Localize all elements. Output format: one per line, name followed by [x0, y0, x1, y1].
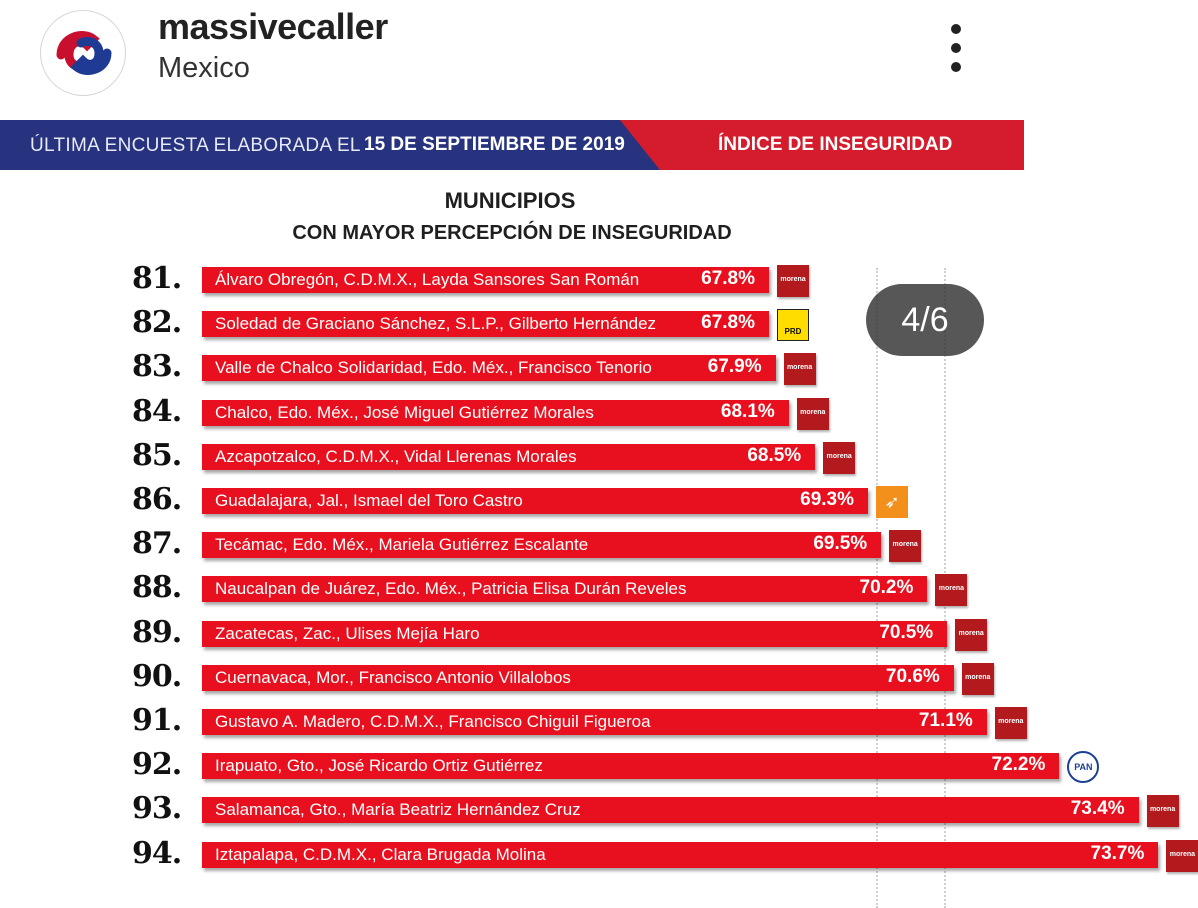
- morena-logo-icon: morena: [777, 265, 809, 297]
- chart-bar: [202, 444, 815, 470]
- chart-row: [0, 705, 1024, 745]
- chart-row: [0, 484, 1024, 524]
- chart-row: [0, 835, 1196, 878]
- bar-value: 73.7%: [1090, 842, 1145, 864]
- bar-label: Gustavo A. Madero, C.D.M.X., Francisco Chiguil Figueroa: [215, 712, 651, 731]
- bar-value: 69.5%: [813, 533, 868, 555]
- morena-logo-icon: morena: [797, 398, 829, 430]
- bar-label: Chalco, Edo. Méx., José Miguel Gutiérrez Morales: [215, 402, 594, 422]
- rank-number: 90.: [132, 658, 182, 694]
- more-dot: [951, 62, 961, 72]
- chart-row: [0, 658, 1024, 701]
- morena-logo-icon: morena: [889, 530, 921, 562]
- rank-number: 89.: [132, 614, 182, 650]
- banner-date: 15 DE SEPTIEMBRE DE 2019: [364, 134, 625, 155]
- rank-number: 86.: [132, 482, 182, 517]
- bar-value: 68.5%: [747, 444, 802, 466]
- bar-value: 73.4%: [1070, 798, 1125, 820]
- bar-value: 72.2%: [991, 754, 1046, 776]
- rank-number: 87.: [132, 526, 182, 562]
- bar-label: Valle de Chalco Solidaridad, Edo. Méx., Francisco Tenorio: [215, 358, 652, 378]
- survey-banner: [0, 120, 1024, 170]
- prd-logo-icon: PRD: [777, 309, 809, 341]
- chart-bar: [202, 665, 954, 691]
- rank-number: 85.: [132, 437, 182, 473]
- bar-value: 70.5%: [879, 621, 934, 643]
- massivecaller-logo-icon: [53, 25, 115, 83]
- bar-value: 69.3%: [800, 489, 854, 510]
- carousel-page-indicator: 4/6: [866, 284, 984, 356]
- chart-bar: [202, 532, 881, 558]
- bar-value: 67.8%: [701, 312, 755, 334]
- rank-number: 92.: [132, 747, 182, 783]
- chart-row: [0, 393, 1024, 436]
- chart-row: [0, 351, 1024, 391]
- bar-value: 70.2%: [859, 577, 914, 599]
- bar-label: Soledad de Graciano Sánchez, S.L.P., Gilberto Hernández: [215, 314, 657, 334]
- chart-row: [0, 791, 1176, 833]
- bar-label: Irapuato, Gto., José Ricardo Ortiz Gutiérrez: [215, 756, 543, 776]
- chart-row: [0, 572, 1024, 612]
- morena-logo-icon: morena: [1166, 840, 1198, 872]
- bar-label: Naucalpan de Juárez, Edo. Méx., Patricia Elisa Durán Reveles: [215, 579, 687, 599]
- chart-bar: [202, 311, 769, 337]
- movimiento-ciudadano-logo-icon: ➶: [876, 486, 908, 518]
- chart-bar: [202, 267, 769, 293]
- chart-bar: [202, 709, 987, 735]
- chart-bar: [202, 400, 789, 426]
- chart-row: [0, 747, 1093, 789]
- more-dot: [951, 43, 961, 53]
- rank-number: 88.: [132, 570, 182, 606]
- profile-avatar[interactable]: [40, 10, 126, 96]
- chart-subtitle: CON MAYOR PERCEPCIÓN DE INSEGURIDAD: [292, 222, 732, 244]
- morena-logo-icon: morena: [1147, 795, 1179, 827]
- morena-logo-icon: morena: [784, 353, 816, 385]
- rank-number: 81.: [132, 261, 182, 296]
- chart-bar: [202, 797, 1139, 823]
- rank-number: 83.: [132, 349, 182, 385]
- rank-number: 91.: [132, 703, 182, 738]
- bar-label: Salamanca, Gto., María Beatriz Hernández Cruz: [215, 800, 581, 820]
- bar-value: 68.1%: [720, 400, 775, 422]
- bar-value: 70.6%: [885, 665, 940, 687]
- rank-number: 93.: [132, 791, 182, 827]
- morena-logo-icon: morena: [823, 442, 855, 474]
- bar-label: Álvaro Obregón, C.D.M.X., Layda Sansores San Román: [215, 270, 640, 289]
- post-location[interactable]: Mexico: [158, 52, 250, 84]
- chart-row: [0, 263, 1024, 303]
- chart-bar: [202, 355, 776, 381]
- chart-row: [0, 437, 1024, 480]
- bar-label: Guadalajara, Jal., Ismael del Toro Castro: [215, 491, 523, 510]
- bar-label: Iztapalapa, C.D.M.X., Clara Brugada Molina: [215, 844, 546, 864]
- bar-value: 67.9%: [707, 356, 762, 378]
- chart-row: [0, 614, 1024, 657]
- bar-value: 71.1%: [918, 710, 973, 731]
- more-options-icon[interactable]: [938, 20, 974, 76]
- chart-bar: [202, 842, 1158, 868]
- banner-survey-text: ÚLTIMA ENCUESTA ELABORADA EL: [30, 135, 361, 156]
- morena-logo-icon: morena: [995, 707, 1027, 739]
- pan-logo-icon: PAN: [1067, 751, 1099, 783]
- morena-logo-icon: morena: [962, 663, 994, 695]
- post-header: [0, 0, 1024, 110]
- post-image[interactable]: [0, 120, 1196, 904]
- more-dot: [951, 24, 961, 34]
- chart-bar: [202, 576, 927, 602]
- chart-bar: [202, 621, 947, 647]
- bar-value: 67.8%: [701, 268, 755, 289]
- chart-title: MUNICIPIOS: [444, 188, 576, 213]
- banner-index-title: ÍNDICE DE INSEGURIDAD: [718, 134, 953, 155]
- rank-number: 94.: [132, 835, 182, 871]
- rank-number: 82.: [132, 305, 182, 341]
- morena-logo-icon: morena: [935, 574, 967, 606]
- chart-bar: [202, 753, 1059, 779]
- morena-logo-icon: morena: [955, 619, 987, 651]
- chart-row: [0, 528, 1024, 568]
- bar-label: Azcapotzalco, C.D.M.X., Vidal Llerenas Morales: [215, 446, 577, 466]
- account-username[interactable]: massivecaller: [158, 6, 388, 47]
- rank-number: 84.: [132, 393, 182, 429]
- chart-bar: [202, 488, 868, 514]
- bar-label: Zacatecas, Zac., Ulises Mejía Haro: [215, 623, 480, 643]
- bar-label: Tecámac, Edo. Méx., Mariela Gutiérrez Escalante: [215, 535, 589, 555]
- bar-label: Cuernavaca, Mor., Francisco Antonio Villalobos: [215, 667, 571, 687]
